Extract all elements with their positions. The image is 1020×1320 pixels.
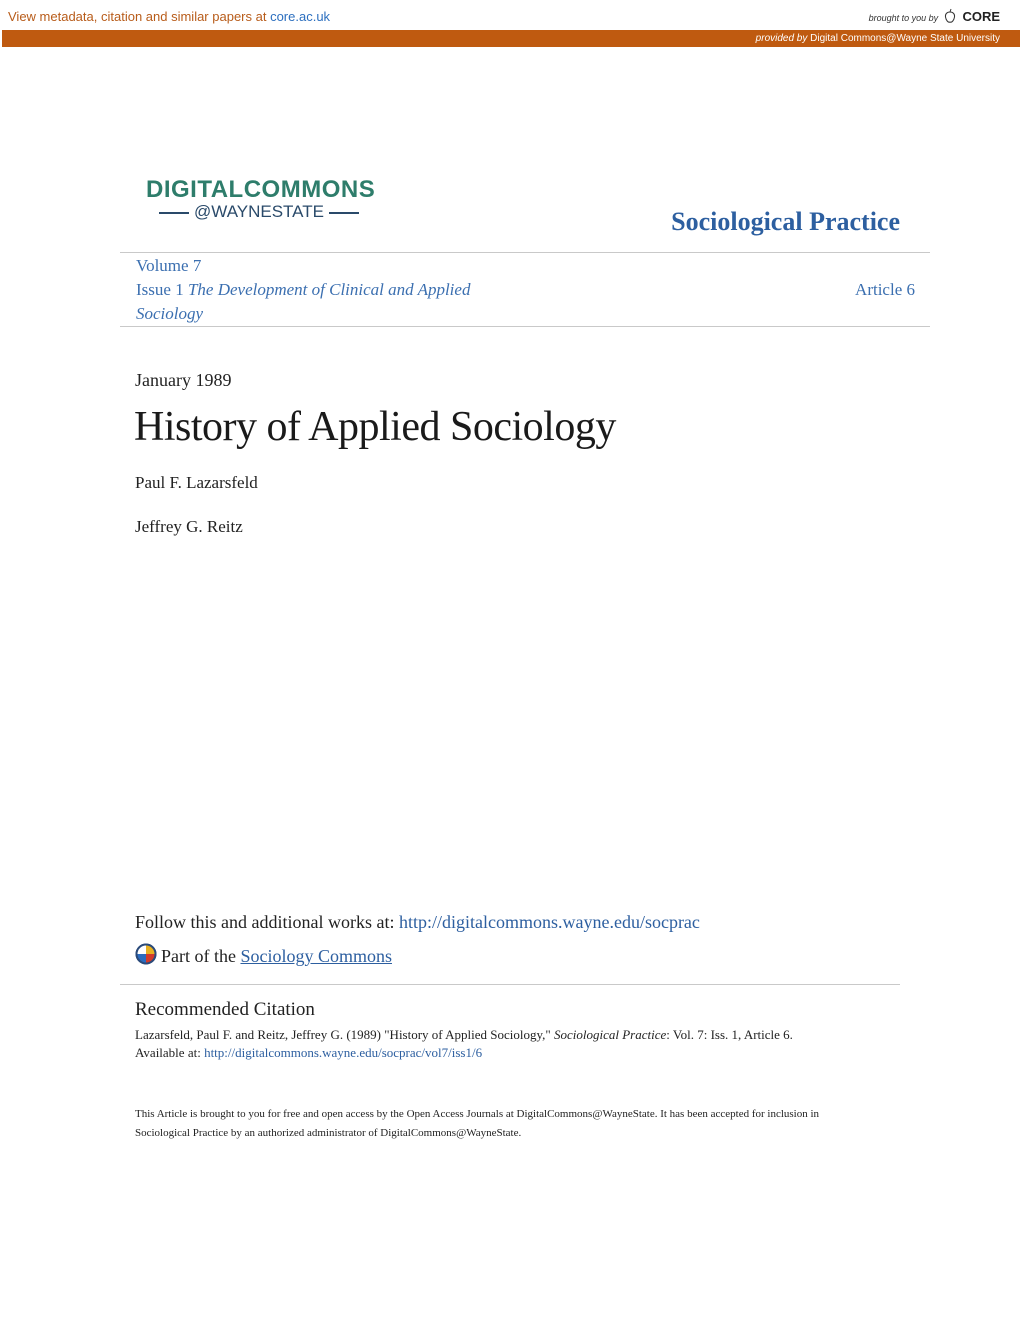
- logo-rule-left: [159, 212, 189, 214]
- core-ac-uk-link[interactable]: core.ac.uk: [270, 9, 331, 24]
- digitalcommons-logo[interactable]: [146, 176, 376, 224]
- open-access-notice: This Article is brought to you for free and open access by the Open Access Journals at DigitalCommons@WayneState. It has been accepted for inclusion in Sociological Practice by an authorized administrator of DigitalCommons@WayneState.: [135, 1108, 820, 1139]
- core-banner: [0, 0, 1020, 30]
- follow-label: Follow this and additional works at:: [135, 912, 399, 932]
- author-name: Jeffrey G. Reitz: [135, 517, 243, 536]
- citation-text-after: : Vol. 7: Iss. 1, Article 6.: [666, 1027, 793, 1042]
- issue-title-line2: [136, 304, 203, 324]
- core-brand[interactable]: [869, 8, 1000, 24]
- available-url-link[interactable]: http://digitalcommons.wayne.edu/socprac/vol7/iss1/6: [204, 1045, 483, 1060]
- core-logo: CORE: [962, 9, 1000, 24]
- paper-title: History of Applied Sociology: [134, 404, 616, 450]
- header-divider-bottom: [120, 326, 930, 327]
- recommended-citation-heading: Recommended Citation: [135, 999, 315, 1020]
- available-label: Available at:: [135, 1045, 205, 1060]
- logo-line2-wrap: [146, 202, 372, 222]
- core-apple-icon: [944, 8, 956, 24]
- sociology-commons-link[interactable]: Sociology Commons: [240, 946, 392, 966]
- citation-divider: [120, 984, 900, 985]
- header-divider-top: [120, 252, 930, 253]
- logo-line1: DIGITALCOMMONS: [146, 176, 376, 203]
- follow-line: [135, 912, 700, 933]
- citation-text-before: Lazarsfeld, Paul F. and Reitz, Jeffrey G. (1989) "History of Applied Sociology,": [135, 1027, 554, 1042]
- volume-link[interactable]: Volume 7: [136, 256, 202, 275]
- author-name: Paul F. Lazarsfeld: [135, 473, 258, 492]
- logo-rule-right: [329, 212, 359, 214]
- article-number[interactable]: Article 6: [855, 280, 915, 299]
- part-of-label: Part of the: [161, 946, 241, 966]
- issue-link[interactable]: Issue 1: [136, 280, 184, 299]
- provider-name: Digital Commons@Wayne State University: [810, 33, 1000, 44]
- core-metadata-text: [8, 9, 330, 24]
- provided-by-label: provided by: [755, 33, 808, 44]
- core-metadata-label: View metadata, citation and similar papers at: [8, 9, 271, 24]
- follow-url-link[interactable]: http://digitalcommons.wayne.edu/socprac: [398, 912, 700, 932]
- issue-line: [136, 280, 470, 300]
- citation-journal: Sociological Practice: [554, 1027, 667, 1042]
- provider-bar: [2, 30, 1020, 47]
- citation-text: [135, 1027, 793, 1043]
- part-of-line: [135, 943, 392, 967]
- logo-line2: @WAYNESTATE: [194, 202, 324, 221]
- available-at-line: [135, 1045, 482, 1061]
- issue-title-part2[interactable]: Sociology: [136, 304, 204, 323]
- network-logo-icon: [135, 943, 157, 965]
- issue-title-part1[interactable]: The Development of Clinical and Applied: [187, 280, 471, 299]
- publication-date: January 1989: [135, 370, 232, 390]
- journal-title[interactable]: Sociological Practice: [671, 207, 900, 236]
- brought-by-label: brought to you by: [868, 13, 939, 23]
